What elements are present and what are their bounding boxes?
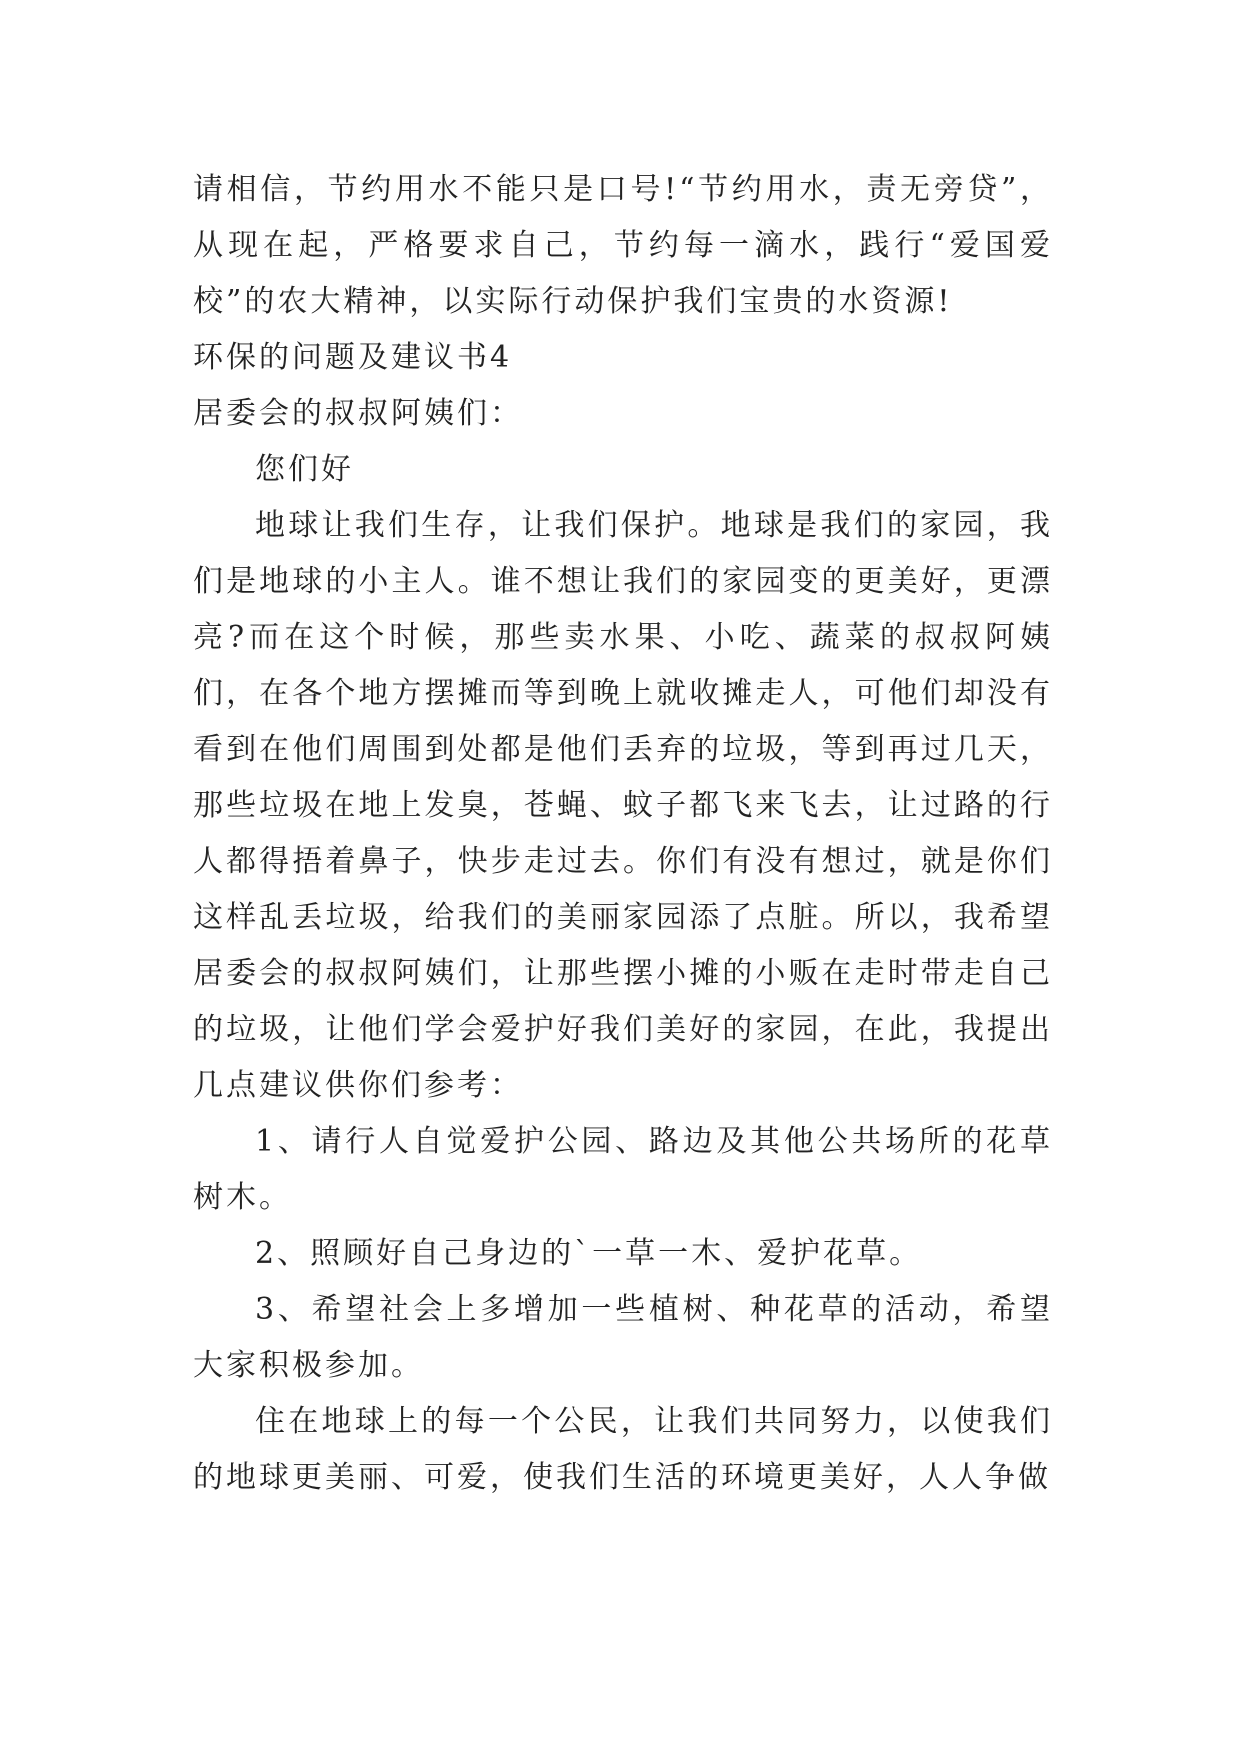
section-title: 环保的问题及建议书4 (193, 340, 513, 375)
body-paragraph: 地球让我们生存，让我们保护。地球是我们的家园，我们是地球的小主人。谁不想让我们的家园变的更美好，更漂亮?而在这个时候，那些卖水果、小吃、蔬菜的叔叔阿姨们，在各个地方摆摊而等到晚上就收摊走人，可他们却没有看到在他们周围到处都是他们丢弃的垃圾，等到再过几天，那些垃圾在地上发臭，苍蝇、蚊子都飞来飞去，让过路的行人都得捂着鼻子，快步走过去。你们有没有想过，就是你们这样乱丢垃圾，给我们的美丽家园添了点脏。所以，我希望居委会的叔叔阿姨们，让那些摆小摊的小贩在走时带走自己的垃圾，让他们学会爱护好我们美好的家园，在此，我提出几点建议供你们参考： (193, 508, 1053, 1103)
suggestion-item: 2、照顾好自己身边的`一草一木、爱护花草。 (255, 1236, 923, 1271)
document-body (193, 162, 1053, 1506)
salutation: 居委会的叔叔阿姨们： (193, 396, 523, 431)
suggestion-item: 1、请行人自觉爱护公园、路边及其他公共场所的花草树木。 (193, 1124, 1053, 1215)
closing-paragraph: 住在地球上的每一个公民，让我们共同努力，以使我们的地球更美丽、可爱，使我们生活的环境更美好，人人争做 (193, 1404, 1053, 1495)
suggestion-item: 3、希望社会上多增加一些植树、种花草的活动，希望大家积极参加。 (193, 1292, 1053, 1383)
intro-paragraph: 请相信，节约用水不能只是口号!“节约用水，责无旁贷”，从现在起，严格要求自己，节约每一滴水，践行“爱国爱校”的农大精神，以实际行动保护我们宝贵的水资源! (193, 172, 1053, 319)
greeting: 您们好 (255, 452, 354, 487)
